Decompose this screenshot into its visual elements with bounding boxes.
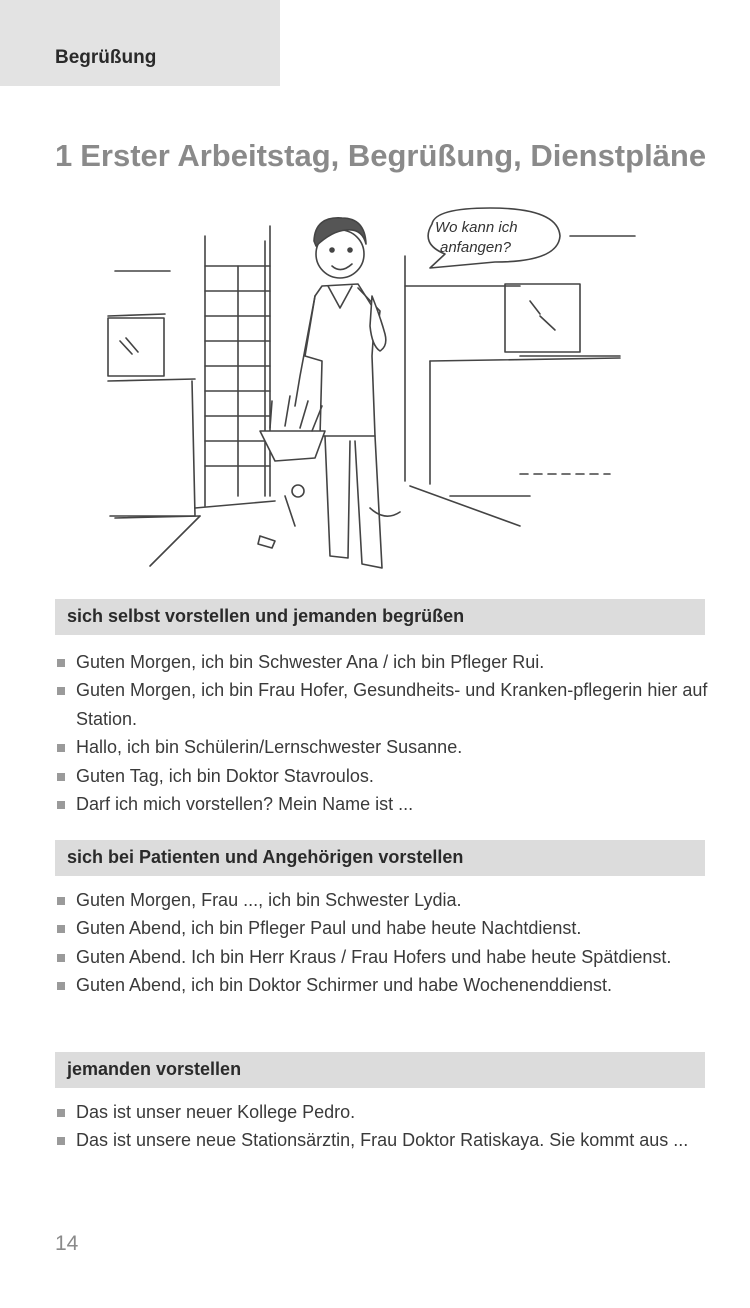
phrase-list bbox=[55, 886, 715, 1000]
phrase-item: Guten Tag, ich bin Doktor Stavroulos. bbox=[55, 762, 715, 790]
phrase-item: Guten Abend, ich bin Pfleger Paul und habe heute Nachtdienst. bbox=[55, 914, 715, 942]
section-heading: sich bei Patienten und Angehörigen vorstellen bbox=[67, 847, 464, 867]
page-number: 14 bbox=[55, 1232, 79, 1255]
section-heading-bar bbox=[55, 840, 705, 876]
phrase-list bbox=[55, 1098, 715, 1155]
phrase-item: Guten Abend, ich bin Doktor Schirmer und habe Wochenenddienst. bbox=[55, 971, 715, 999]
phrase-item: Guten Morgen, ich bin Schwester Ana / ich bin Pfleger Rui. bbox=[55, 648, 715, 676]
speech-bubble-line-1: Wo kann ich bbox=[435, 219, 518, 236]
phrase-list bbox=[55, 648, 715, 818]
phrase-item: Darf ich mich vorstellen? Mein Name ist ... bbox=[55, 790, 715, 818]
phrase-item: Guten Morgen, Frau ..., ich bin Schwester Lydia. bbox=[55, 886, 715, 914]
phrase-item: Das ist unser neuer Kollege Pedro. bbox=[55, 1098, 715, 1126]
running-header bbox=[0, 0, 280, 86]
phrase-item: Das ist unsere neue Stationsärztin, Frau Doktor Ratiskaya. Sie kommt aus ... bbox=[55, 1126, 715, 1154]
section-heading-bar bbox=[55, 599, 705, 635]
running-header-label: Begrüßung bbox=[55, 47, 157, 68]
section-heading: jemanden vorstellen bbox=[67, 1059, 242, 1079]
phrase-item: Guten Morgen, ich bin Frau Hofer, Gesundheits- und Kranken-pflegerin hier auf Station. bbox=[55, 676, 715, 733]
section-heading-bar bbox=[55, 1052, 705, 1088]
phrase-item: Guten Abend. Ich bin Herr Kraus / Frau Hofers und habe heute Spätdienst. bbox=[55, 943, 715, 971]
chapter-title bbox=[55, 138, 735, 174]
speech-bubble-line-2: anfangen? bbox=[440, 239, 511, 256]
section-heading: sich selbst vorstellen und jemanden begrüßen bbox=[67, 606, 465, 626]
chapter-number: 1 bbox=[55, 138, 73, 173]
nurse-illustration bbox=[100, 196, 660, 596]
phrase-item: Hallo, ich bin Schülerin/Lernschwester Susanne. bbox=[55, 733, 715, 761]
chapter-title-text: Erster Arbeitstag, Begrüßung, Dienstpläne bbox=[80, 138, 707, 173]
